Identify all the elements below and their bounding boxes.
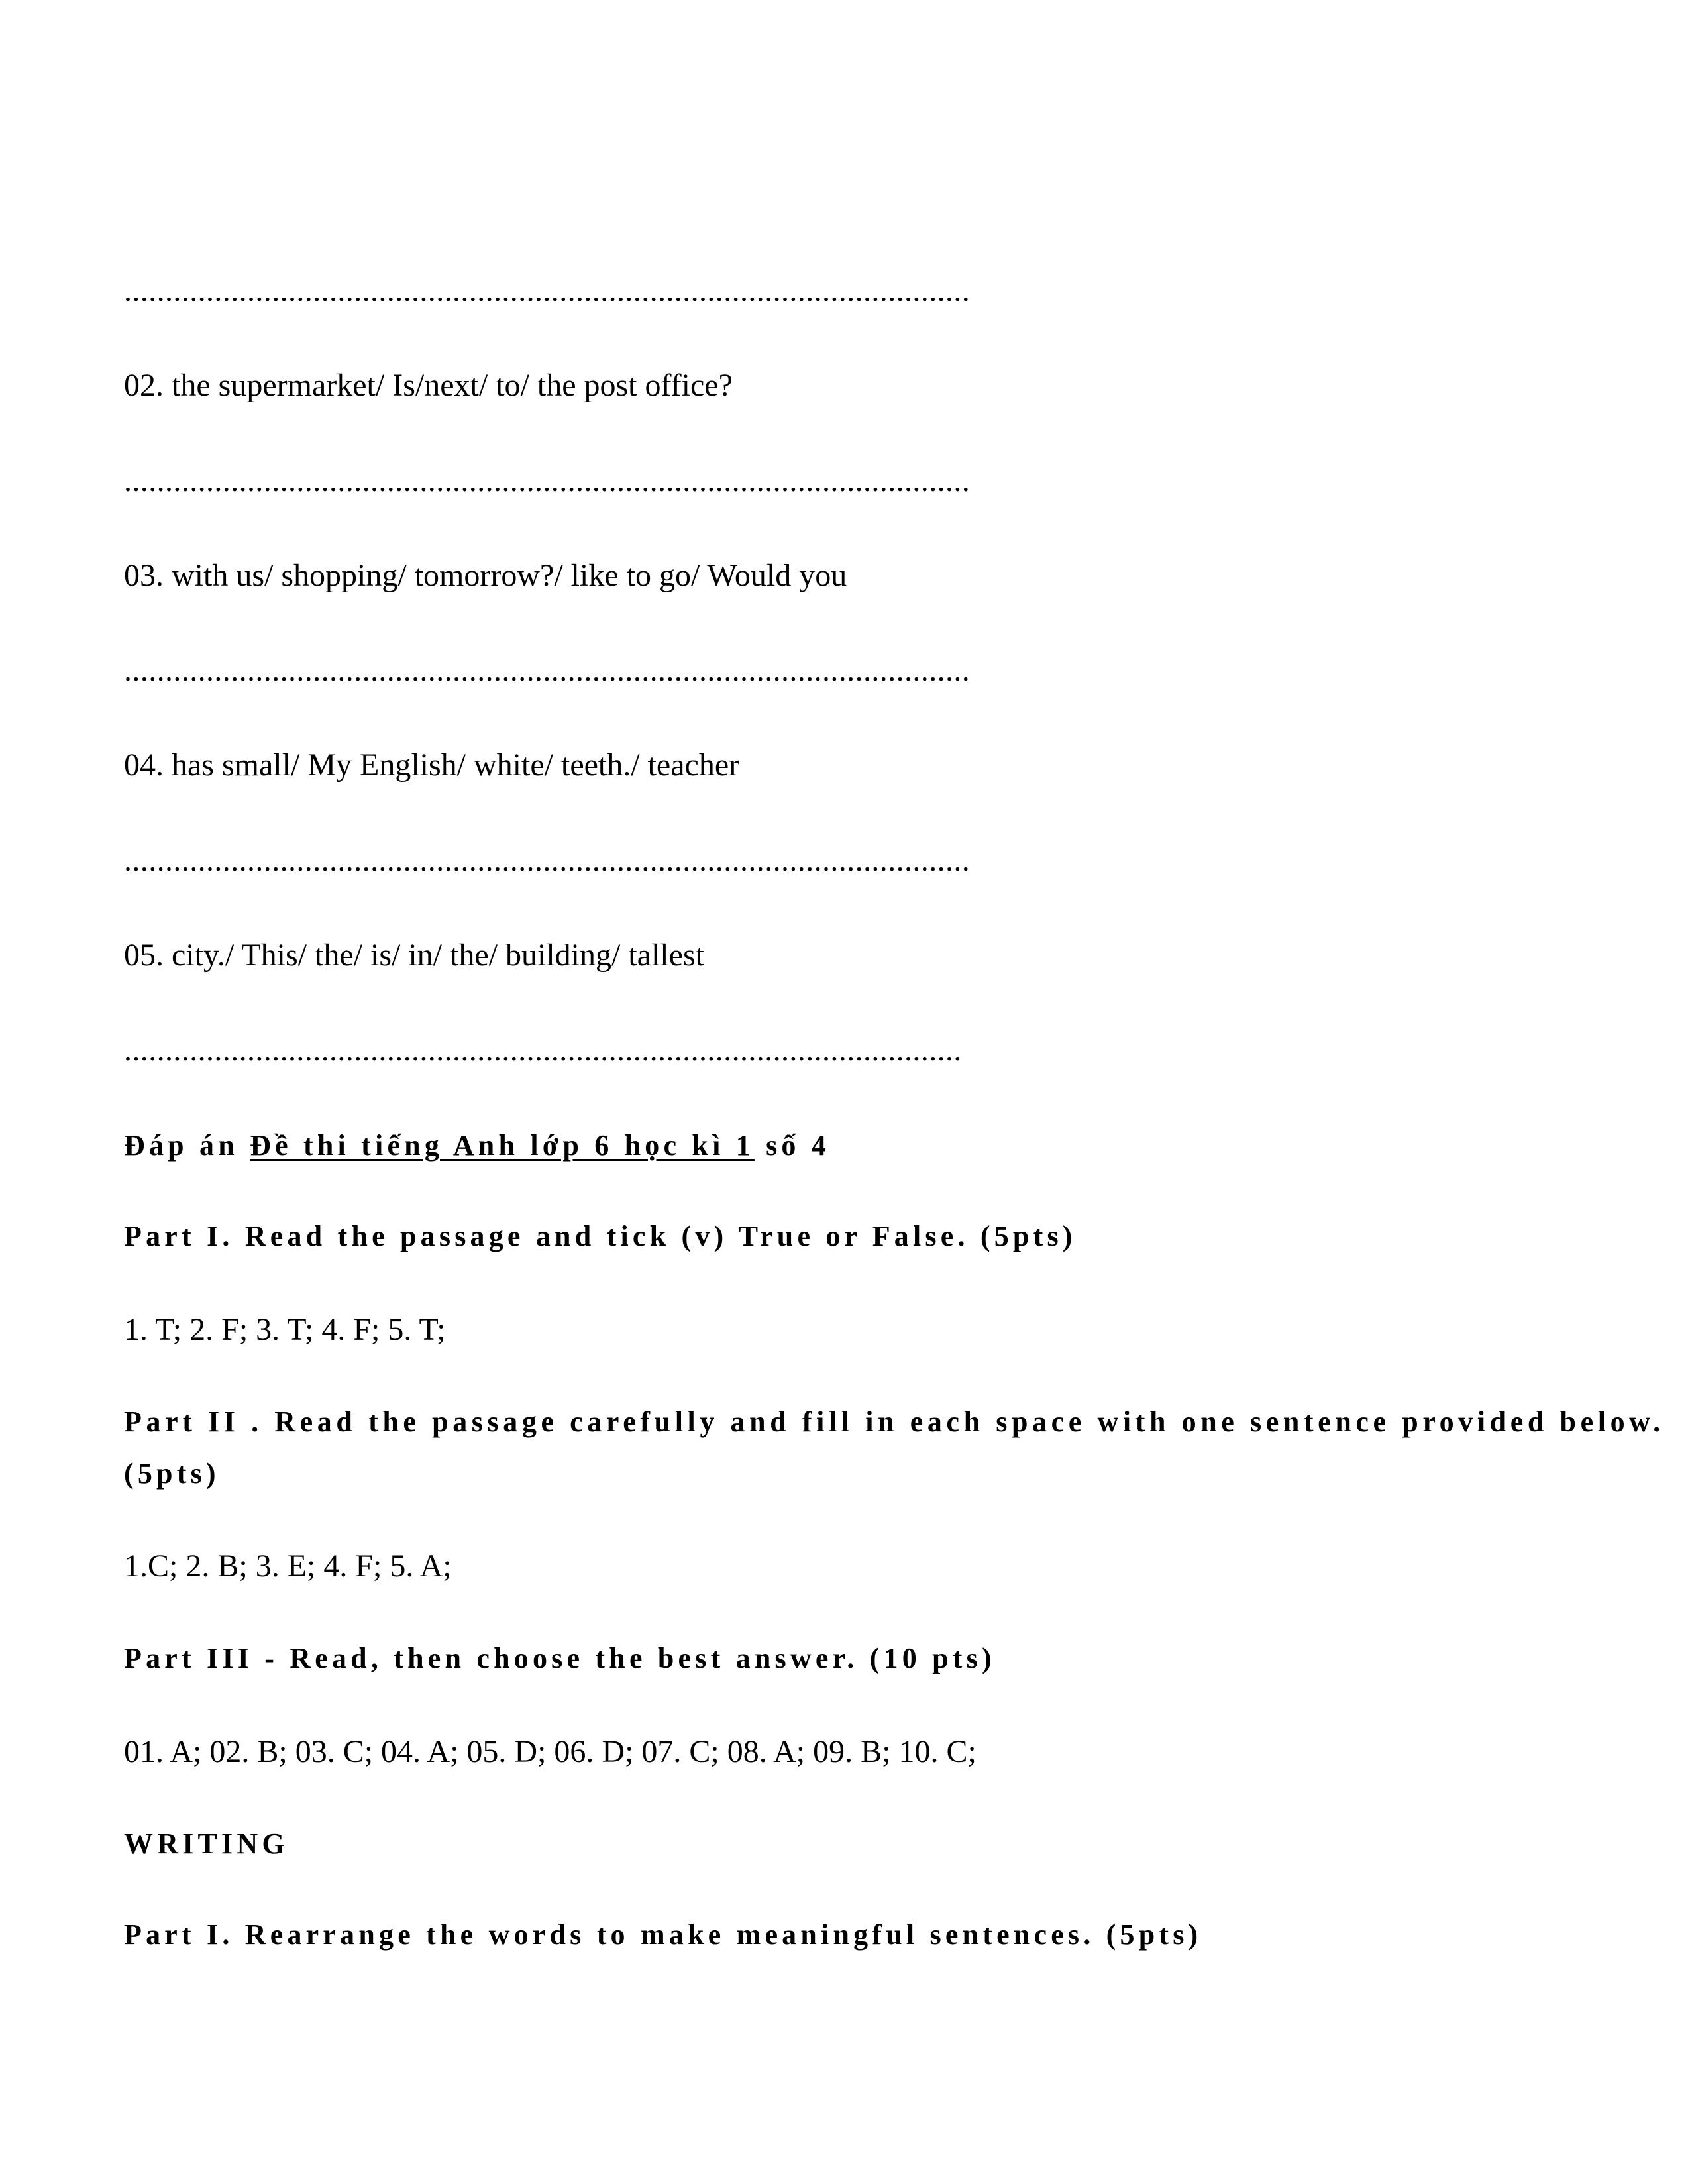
answer-line-02: ....................................................................................................... (124, 463, 971, 498)
part3-answers: 01. A; 02. B; 03. C; 04. A; 05. D; 06. D; 07. C; 08. A; 09. B; 10. C; (124, 1734, 977, 1769)
answer-key-heading-suffix: số 4 (754, 1129, 831, 1162)
part3-title: Part III - Read, then choose the best answer. (10 pts) (124, 1642, 996, 1674)
writing-part1-title: Part I. Rearrange the words to make meaningful sentences. (5pts) (124, 1918, 1202, 1951)
rearrange-prompt-04: 04. has small/ My English/ white/ teeth./ teacher (124, 747, 740, 783)
part2-answers: 1.C; 2. B; 3. E; 4. F; 5. A; (124, 1549, 452, 1584)
rearrange-prompt-02: 02. the supermarket/ Is/next/ to/ the post office? (124, 368, 733, 403)
part1-answers: 1. T; 2. F; 3. T; 4. F; 5. T; (124, 1312, 446, 1347)
part2-title-line2: (5pts) (124, 1457, 220, 1490)
rearrange-prompt-05: 05. city./ This/ the/ is/ in/ the/ building/ tallest (124, 938, 704, 973)
rearrange-prompt-03: 03. with us/ shopping/ tomorrow?/ like to go/ Would you (124, 558, 847, 593)
answer-key-heading (124, 1131, 830, 1160)
exam-title-link[interactable]: Đề thi tiếng Anh lớp 6 học kì 1 (250, 1129, 755, 1162)
part2-title-line1: Part II . Read the passage carefully and fill in each space with one sentence provided below. (124, 1405, 1665, 1438)
writing-title: WRITING (124, 1828, 289, 1860)
part1-title: Part I. Read the passage and tick (v) True or False. (5pts) (124, 1220, 1077, 1252)
answer-line-01: ....................................................................................................... (124, 273, 971, 308)
answer-line-04: ....................................................................................................... (124, 843, 971, 878)
answer-line-05: ...................................................................................................... (124, 1032, 962, 1067)
answer-line-03: ....................................................................................................... (124, 653, 971, 688)
answer-key-heading-prefix: Đáp án (124, 1129, 250, 1162)
